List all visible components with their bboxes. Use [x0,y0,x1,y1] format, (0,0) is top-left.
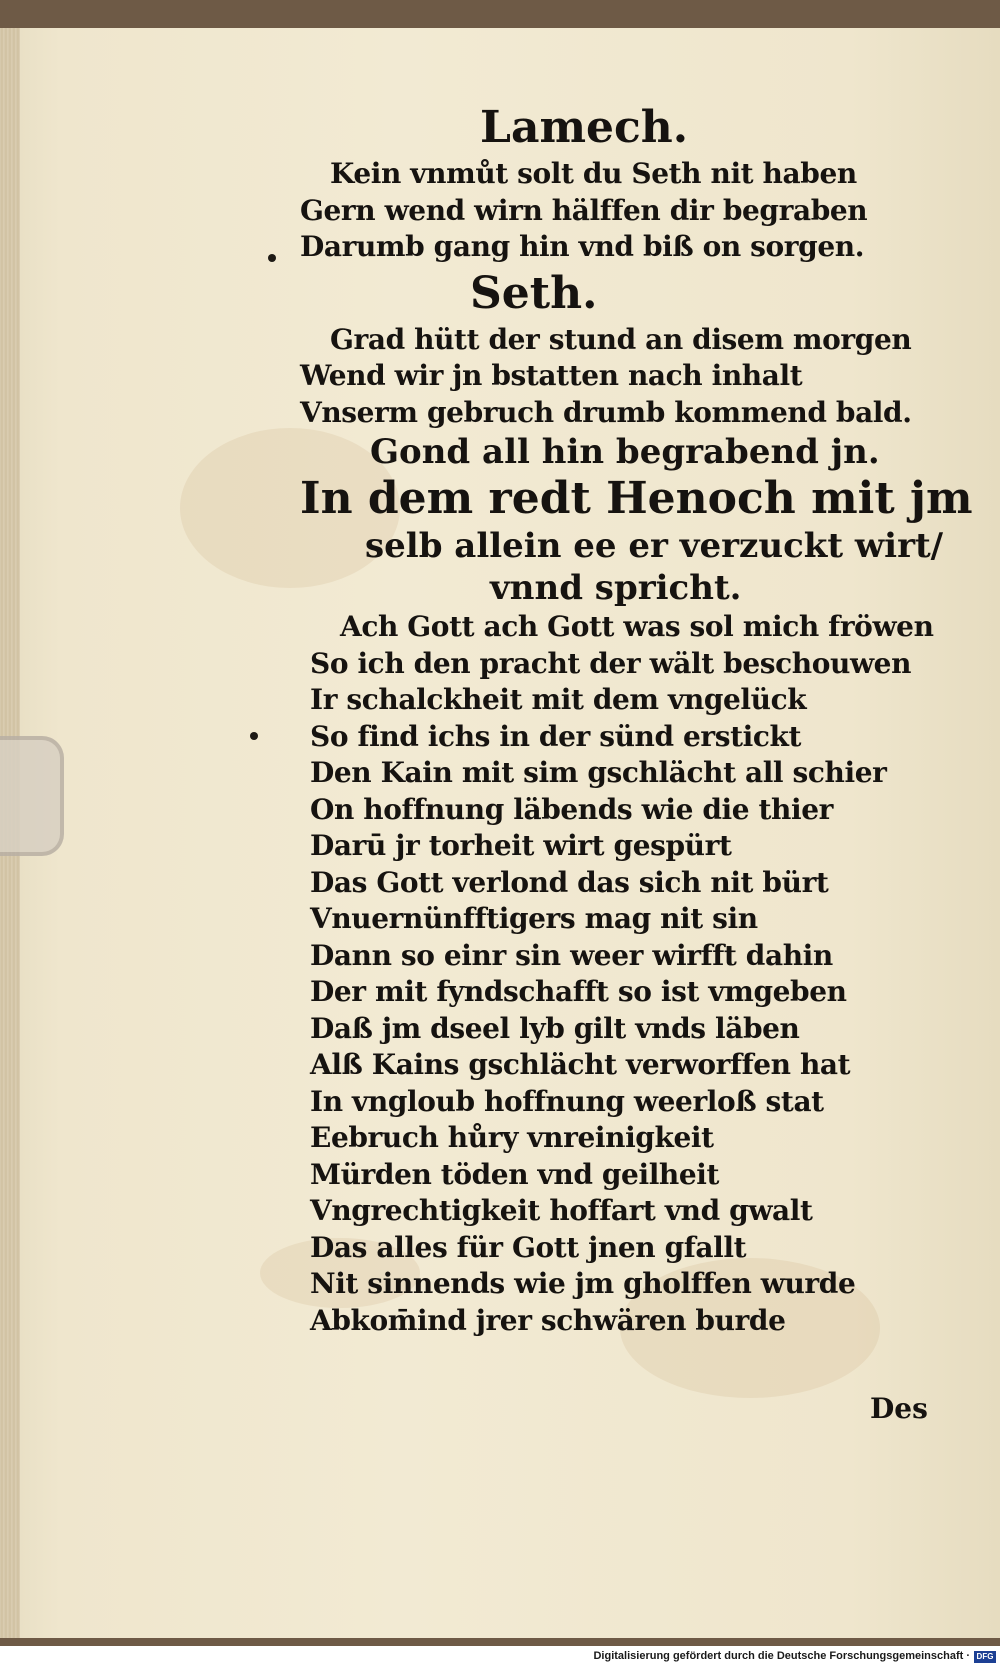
stage-direction: In dem redt Henoch mit jm [300,473,973,524]
verse-line: Ach Gott ach Gott was sol mich fröwen [340,610,934,643]
dfg-logo: DFG [974,1651,996,1663]
stage-direction: vnnd spricht. [490,568,742,608]
verse-line: Darū jr torheit wirt gespürt [310,829,732,862]
footer-bar [0,1646,1000,1668]
verse-line: Darumb gang hin vnd biß on sorgen. [300,230,865,263]
verse-line: Vnserm gebruch drumb kommend bald. [300,395,912,429]
stage-direction: Gond all hin begrabend jn. [370,432,880,472]
verse-line: Nit sinnends wie jm gholffen wurde [310,1267,856,1300]
verse-line: Das Gott verlond das sich nit bürt [310,865,829,899]
text-block [300,100,973,1339]
verse-line: Abkom̄ind jrer schwären burde [310,1303,786,1337]
verse-line: Den Kain mit sim gschlächt all schier [310,756,887,789]
footer-credit: Digitalisierung gefördert durch die Deutsche Forschungsgemeinschaft · [593,1650,970,1662]
catchword: Des [870,1392,928,1425]
verse-line: Gern wend wirn hälffen dir begraben [300,193,868,227]
verse-line: Eebruch hůry vnreinigkeit [310,1121,714,1154]
verse-line: Kein vnmůt solt du Seth nit haben [330,157,857,190]
verse-line: On hoffnung läbends wie die thier [310,792,834,826]
margin-mark [268,254,276,262]
verse-line: Vngrechtigkeit hoffart vnd gwalt [310,1194,813,1227]
verse-line: Dann so einr sin weer wirfft dahin [310,938,833,972]
verse-line: So ich den pracht der wält beschouwen [310,646,912,680]
verse-line: Grad hütt der stund an disem morgen [330,322,912,356]
verse-line: Ir schalckheit mit dem vngelück [310,683,807,716]
margin-mark [250,732,258,740]
verse-line: In vngloub hoffnung weerloß stat [310,1084,824,1118]
speaker-heading: Lamech. [480,102,689,153]
verse-line: Alß Kains gschlächt verworffen hat [310,1048,851,1081]
verse-line: So find ichs in der sünd erstickt [310,719,802,753]
verse-line: Der mit fyndschafft so ist vmgeben [310,975,847,1008]
book-clasp [0,736,64,856]
verse-line: Daß jm dseel lyb gilt vnds läben [310,1011,800,1045]
verse-line: Das alles für Gott jnen gfallt [310,1230,747,1264]
verse-line: Wend wir jn bstatten nach inhalt [300,359,803,392]
verse-line: Mürden töden vnd geilheit [310,1157,720,1191]
stage-direction: selb allein ee er verzuckt wirt/ [365,526,944,566]
speaker-heading: Seth. [470,267,598,319]
verse-line: Vnuernünfftigers mag nit sin [310,902,758,935]
